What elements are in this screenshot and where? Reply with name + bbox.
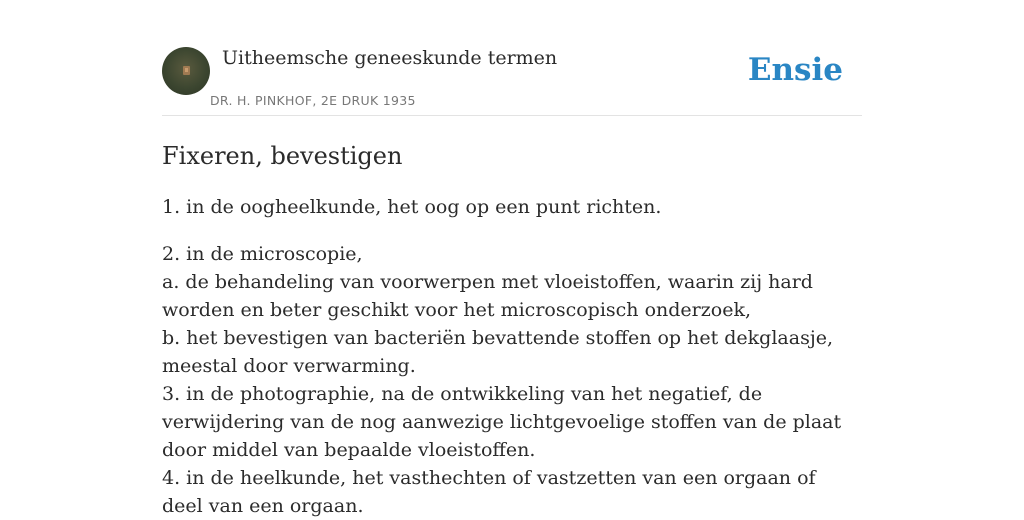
definition-paragraph: 1. in de oogheelkunde, het oog op een punt richten.: [162, 196, 662, 218]
definition-line: 3. in de photographie, na de ontwikkeling van het negatief, de verwijdering van de nog aanwezige lichtgevoelige stoffen van de plaat door middel van bepaalde vloeistoffen.: [162, 383, 842, 461]
entry-definition: [162, 193, 862, 520]
definition-line: a. de behandeling van voorwerpen met vloeistoffen, waarin zij hard worden en beter geschikt voor het microscopisch onderzoek,: [162, 271, 813, 321]
entry-title: Fixeren, bevestigen: [162, 142, 403, 170]
definition-paragraph: [162, 240, 862, 520]
book-author: DR. H. PINKHOF, 2E DRUK 1935: [210, 93, 416, 108]
page-header: [162, 0, 862, 116]
definition-line: b. het bevestigen van bacteriën bevattende stoffen op het dekglaasje, meestal door verwarming.: [162, 327, 834, 377]
definition-line: 2. in de microscopie,: [162, 243, 363, 265]
definition-line: 4. in de heelkunde, het vasthechten of vastzetten van een orgaan of deel van een orgaan.: [162, 467, 816, 517]
page-content: [162, 0, 862, 520]
book-title[interactable]: Uitheemsche geneeskunde termen: [222, 47, 558, 69]
ensie-logo[interactable]: Ensie: [747, 52, 843, 88]
book-cover-icon[interactable]: [162, 47, 210, 95]
